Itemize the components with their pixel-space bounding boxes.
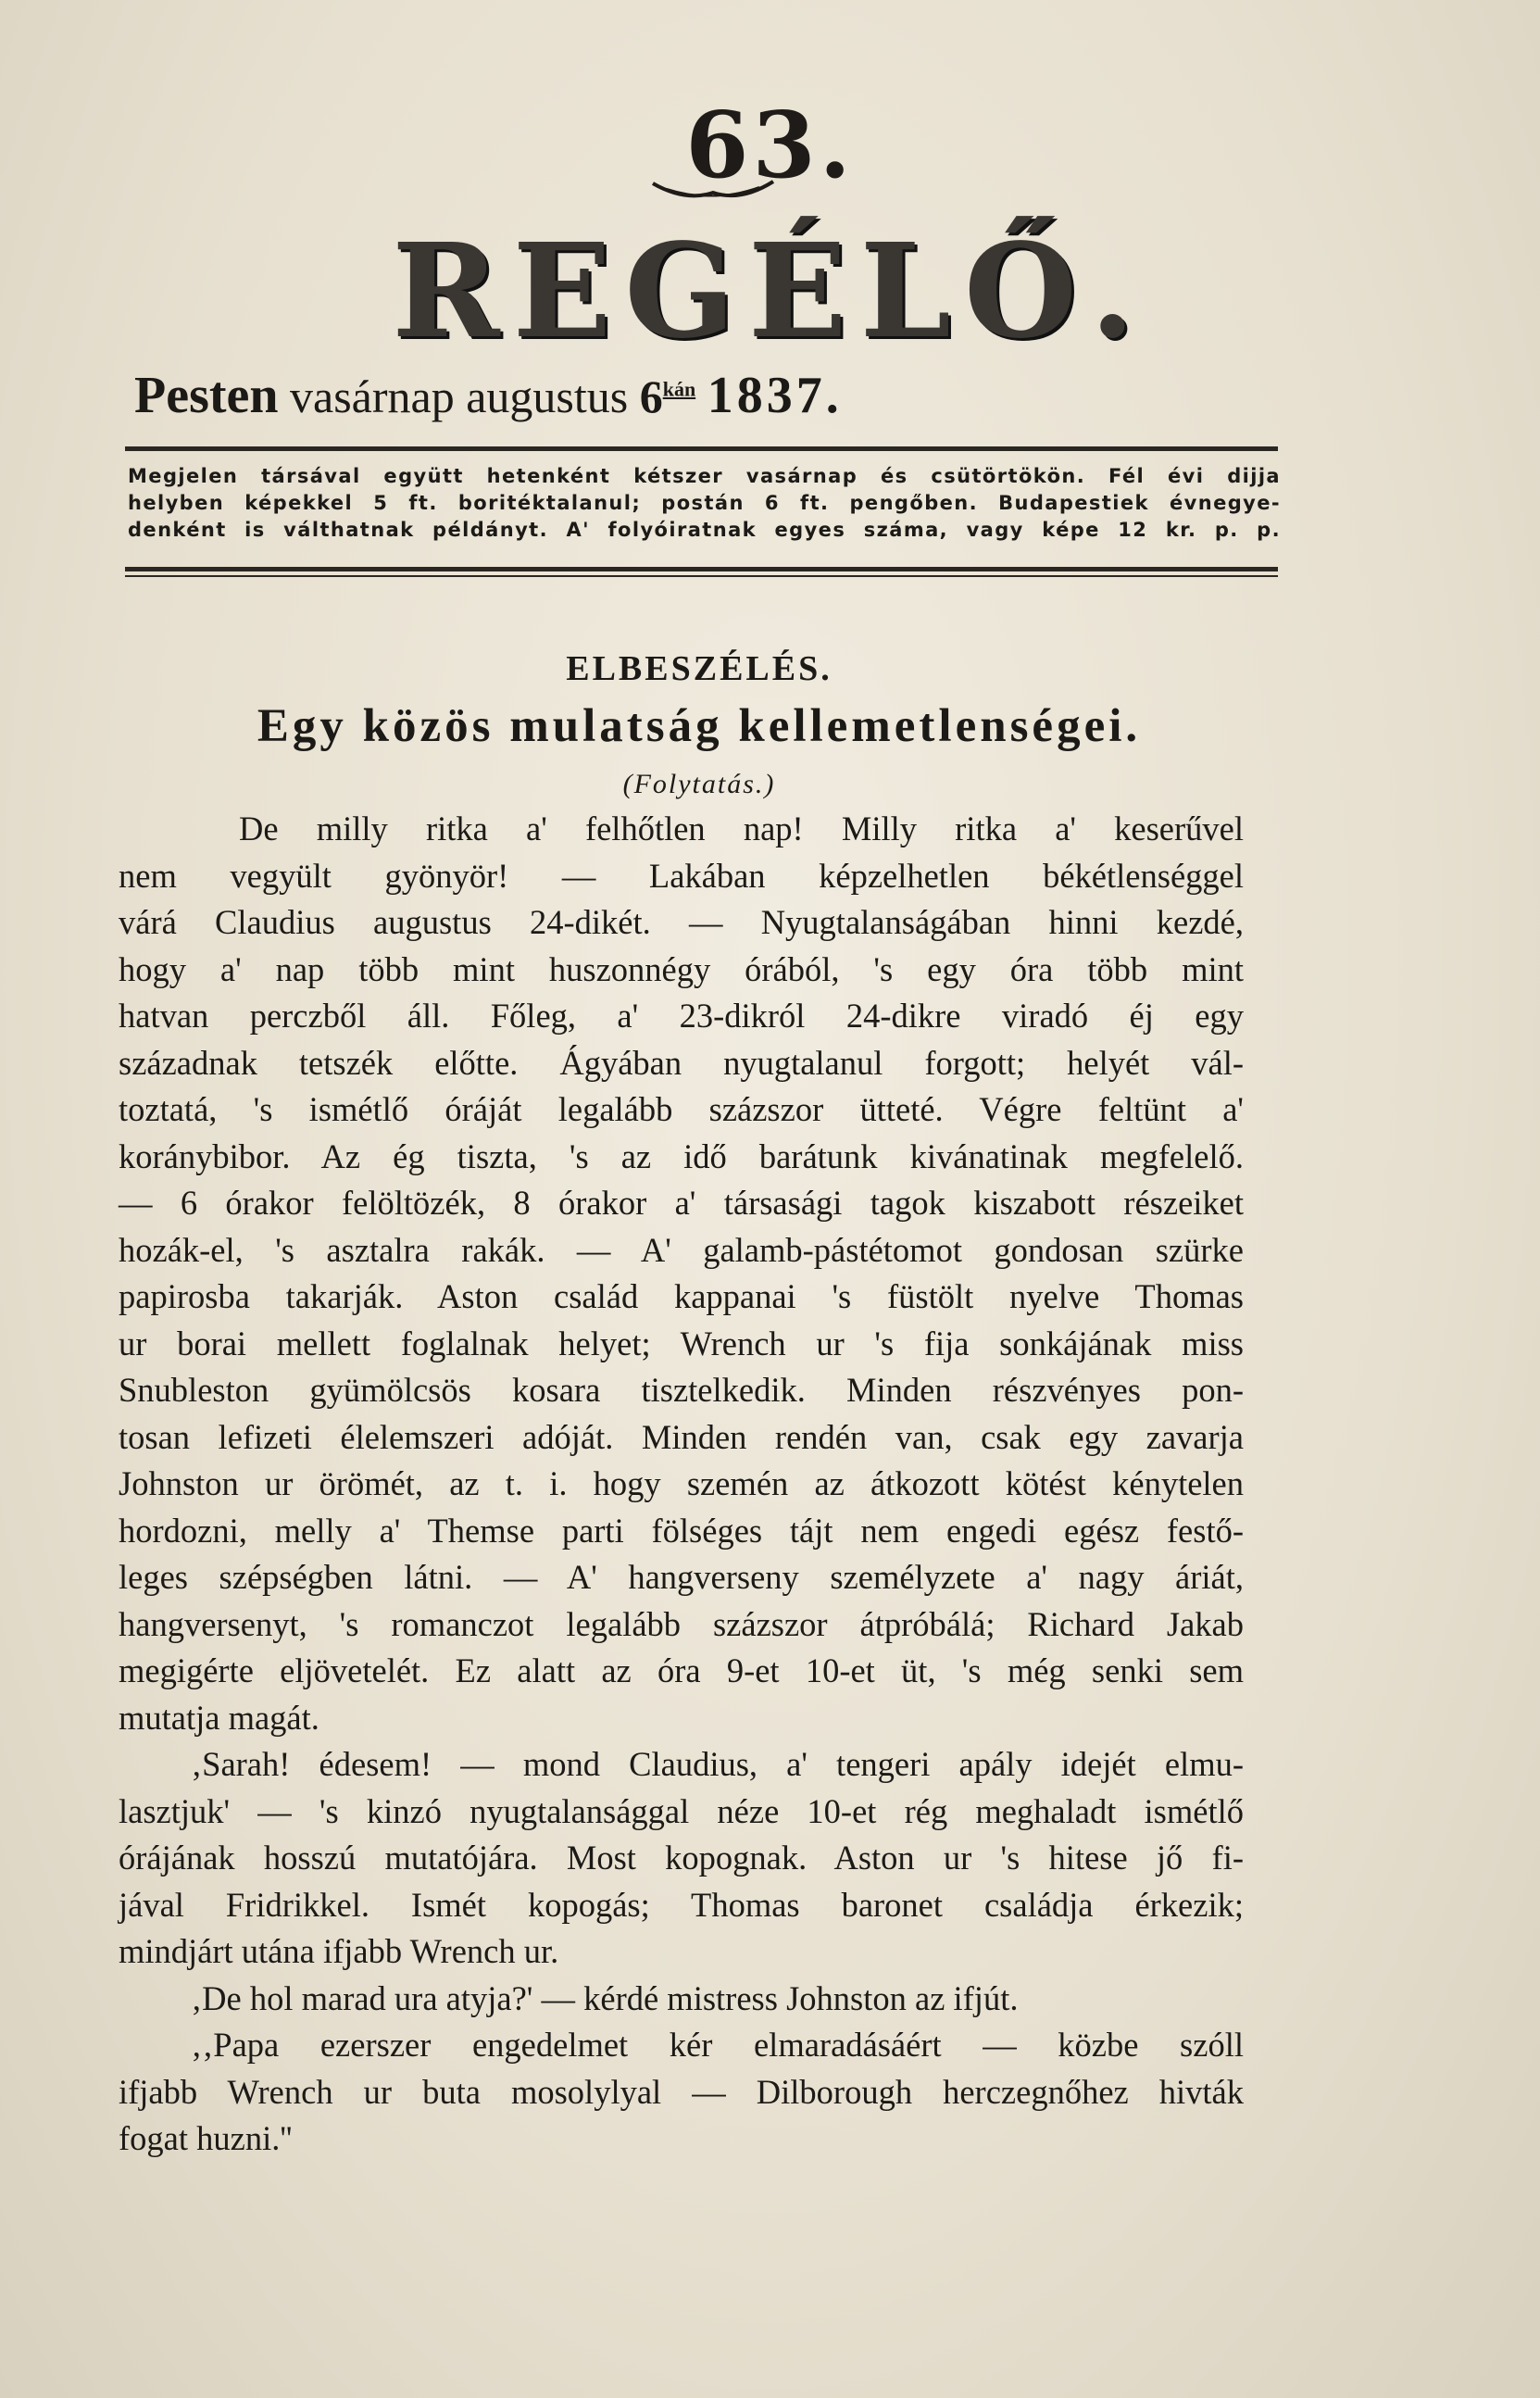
article-line: ‚‚Papa ezerszer engedelmet kér elmaradásáért — közbe szóll [191,2026,1244,2064]
article-line: nem vegyült gyönyör! — Lakában képzelhetlen békétlenséggel [119,856,1244,895]
article-line: hordozni, melly a' Themse parti fölséges tájt nem engedi egész festő- [119,1511,1244,1550]
section-heading: ELBESZÉLÉS. [566,649,833,688]
subscription-notice [128,463,1281,544]
article-body [119,806,1244,2163]
article-line: hogy a' nap több mint huszonnégy órából, 's egy óra több mint [119,949,1244,988]
article-line: órájának hosszú mutatójára. Most kopognak. Aston ur 's hitese jő fi- [119,1839,1244,1877]
article-line: toztatá, 's ismétlő óráját legalább százszor ütteté. Végre feltünt a' [119,1090,1244,1128]
article-line: koránybibor. Az ég tiszta, 's az idő barátunk kivánatinak megfelelő. [119,1136,1244,1175]
continued-note: (Folytatás.) [622,769,776,799]
article-line: Johnston ur örömét, az t. i. hogy szemén az átkozott kötést kénytelen [119,1464,1244,1502]
article-line: leges szépségben látni. — A' hangverseny személyzete a' nagy áriát, [119,1558,1244,1596]
article-line: papirosba takarják. Aston család kappanai 's füstölt nyelve Thomas [119,1277,1244,1315]
header-rule-bottom [125,567,1278,571]
article-line: fogat huzni.'' [119,2119,293,2157]
dateline [134,366,1431,425]
article-line: hozák-el, 's asztalra rakák. — A' galamb-pástétomot gondosan szürke [119,1230,1244,1269]
dateline-day-suffix: kán [662,377,696,401]
ornament-flourish-icon [648,176,778,204]
notice-line: Megjelen társával együtt hetenként kétszer vasárnap és csütörtökön. Fél évi dijja [128,465,1281,487]
header-rule-top [125,446,1278,451]
article-line: De milly ritka a' felhőtlen nap! Milly ritka a' keserűvel [239,810,1244,847]
article-line: tosan lefizeti élelemszeri adóját. Minden rendén van, csak egy zavarja [119,1417,1244,1456]
article-line: hatvan perczből áll. Főleg, a' 23-dikról 24-dikre viradó éj egy [119,997,1244,1035]
article-line: századnak tetszék előtte. Ágyában nyugtalanul forgott; helyét vál- [119,1043,1244,1082]
story-title: Egy közös mulatság kellemetlenségei. [257,700,1142,752]
article-line: ifjabb Wrench ur buta mosolylyal — Dilborough herczegnőhez hivták [119,2072,1244,2111]
article-line: megigérte eljövetelét. Ez alatt az óra 9-et 10-et üt, 's még senki sem [119,1651,1244,1689]
article-line: ur borai mellett foglalnak helyet; Wrench ur 's fija sonkájának miss [119,1324,1244,1362]
masthead-title [0,216,1540,368]
dateline-city: Pesten [134,367,279,424]
article-line: lasztjuk' — 's kinzó nyugtalansággal néze 10-et rég meghaladt ismétlő [119,1791,1244,1830]
article-line: ‚De hol marad ura atyja?' — kérdé mistress Johnston az ifjút. [191,1978,1019,2017]
article-line: jával Fridrikkel. Ismét kopogás; Thomas baronet családja érkezik; [119,1885,1244,1924]
article-line: mutatja magát. [119,1698,319,1737]
masthead-text: REGÉLŐ. [392,216,1148,368]
article-line: — 6 órakor felöltözék, 8 órakor a' társasági tagok kiszabott részeiket [119,1184,1244,1222]
article-line: ‚Sarah! édesem! — mond Claudius, a' tengeri apály idejét elmu- [191,1745,1244,1783]
article-line: mindjárt utána ifjabb Wrench ur. [119,1932,559,1970]
dateline-year: 1837. [707,367,843,424]
notice-line: helyben képekkel 5 ft. boritéktalanul; postán 6 ft. pengőben. Budapestiek évnegye- [128,492,1281,514]
article-line: Snubleston gyümölcsös kosara tisztelkedik. Minden részvényes pon- [119,1371,1244,1409]
header-rule-bottom-thin [125,575,1278,577]
dateline-day: 6 [639,370,663,422]
dateline-weekday-month: vasárnap augustus [290,370,629,422]
notice-line: denként is válthatnak példányt. A' folyóiratnak egyes száma, vagy képe 12 kr. p. p. [128,519,1281,541]
article-line: várá Claudius augustus 24-dikét. — Nyugtalanságában hinni kezdé, [119,903,1244,941]
issue-number: 63. [685,93,855,199]
article-line: hangversenyt, 's romanczot legalább százszor átpróbálá; Richard Jakab [119,1604,1244,1643]
